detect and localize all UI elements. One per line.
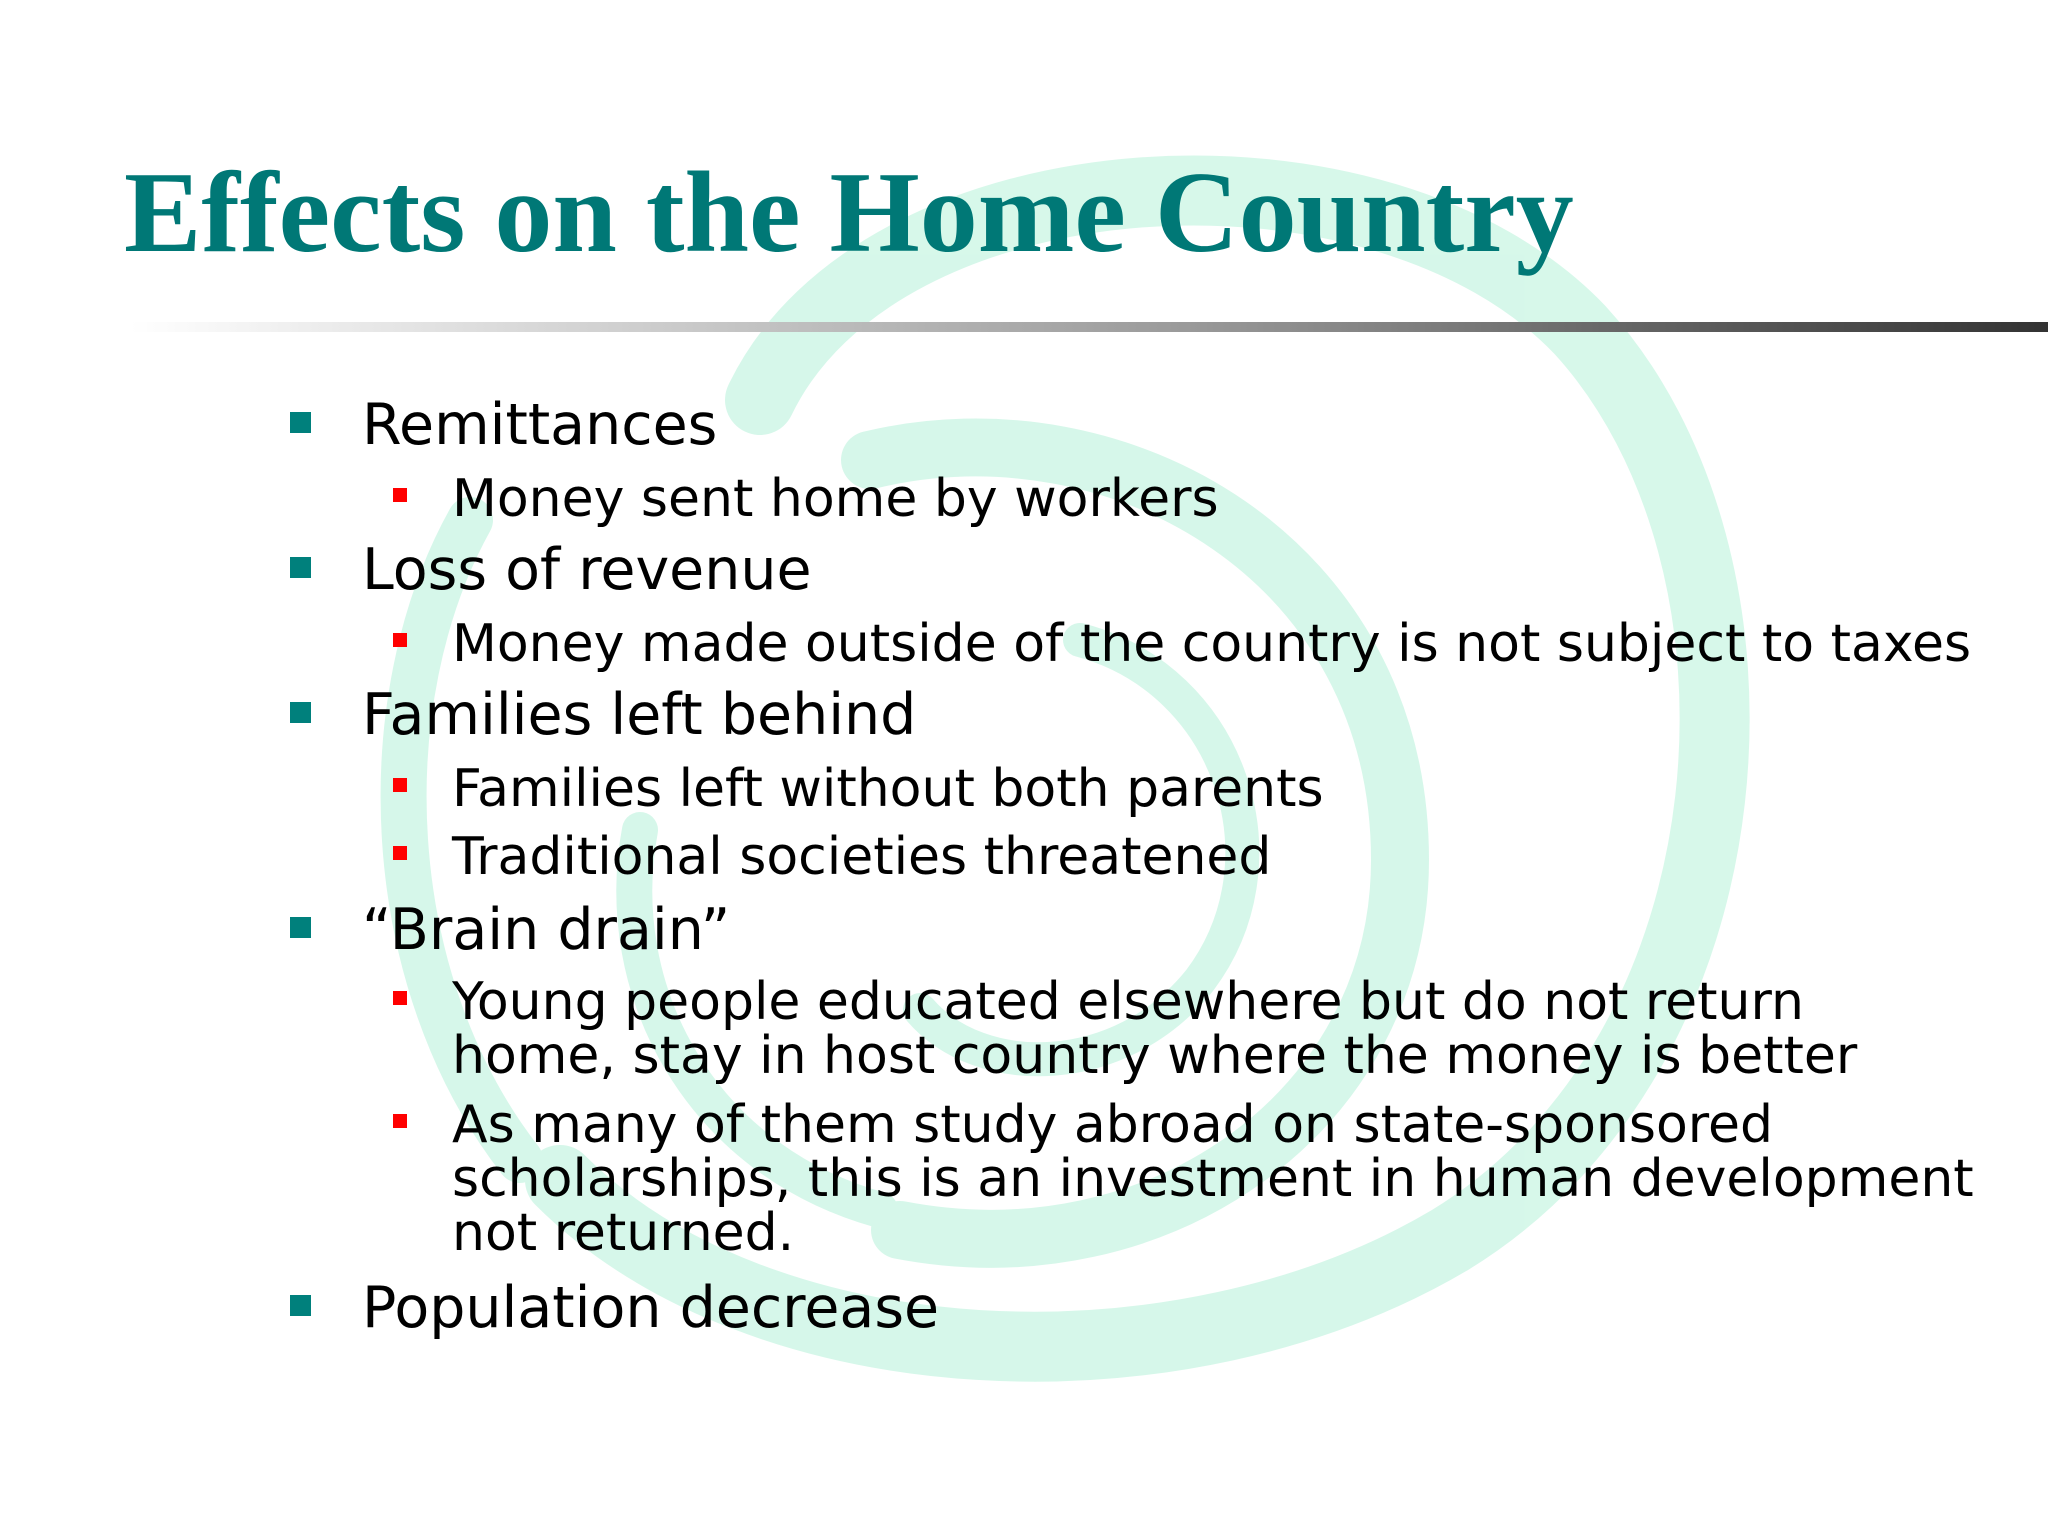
slide-title: Effects on the Home Country xyxy=(124,149,1574,277)
teal-square-bullet-icon xyxy=(290,917,311,938)
red-square-bullet-icon xyxy=(393,778,407,792)
bullet-item-loss-of-revenue: Loss of revenue xyxy=(362,537,812,603)
teal-square-bullet-icon xyxy=(290,412,311,433)
bullet-item-population-decrease: Population decrease xyxy=(362,1275,940,1341)
sub-bullet-families-without-parents: Families left without both parents xyxy=(452,759,1324,819)
red-square-bullet-icon xyxy=(393,633,407,647)
sub-bullet-money-not-taxed: Money made outside of the country is not subject to taxes xyxy=(452,614,1972,674)
red-square-bullet-icon xyxy=(393,488,407,502)
bullet-item-remittances: Remittances xyxy=(362,392,718,458)
sub-bullet-traditional-societies: Traditional societies threatened xyxy=(452,827,1272,887)
red-square-bullet-icon xyxy=(393,846,407,860)
teal-square-bullet-icon xyxy=(290,557,311,578)
sub-bullet-young-people-educated: Young people educated elsewhere but do not return home, stay in host country where the money is better xyxy=(452,972,1858,1086)
red-square-bullet-icon xyxy=(393,991,407,1005)
teal-square-bullet-icon xyxy=(290,702,311,723)
red-square-bullet-icon xyxy=(393,1114,407,1128)
sub-bullet-money-sent-home: Money sent home by workers xyxy=(452,469,1219,529)
bullet-item-brain-drain: “Brain drain” xyxy=(362,897,731,963)
teal-square-bullet-icon xyxy=(290,1295,311,1316)
bullet-item-families-left-behind: Families left behind xyxy=(362,682,917,748)
sub-bullet-state-sponsored-scholarships: As many of them study abroad on state-sponsored scholarships, this is an investment in human development not returned. xyxy=(452,1095,1974,1263)
